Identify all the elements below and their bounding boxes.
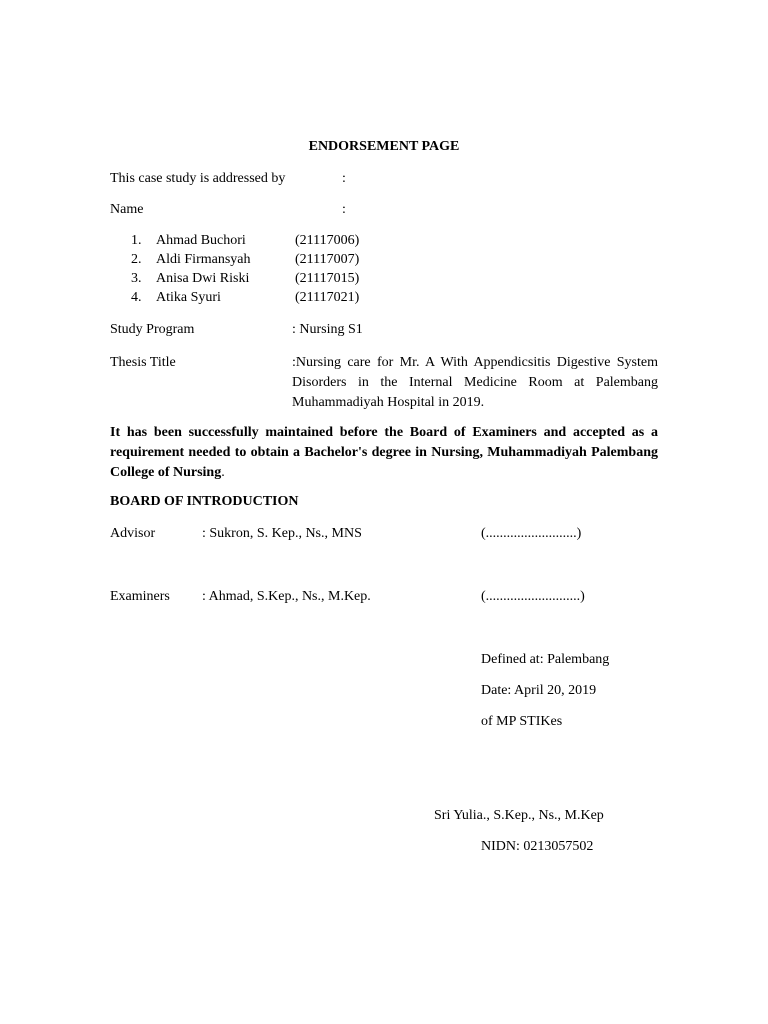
list-item-number: 4.	[131, 290, 142, 305]
advisor-signature: (..........................)	[481, 526, 582, 541]
student-name: Ahmad Buchori	[156, 233, 246, 248]
defined-place: Defined at: Palembang	[481, 652, 610, 667]
thesis-title-label: Thesis Title	[110, 355, 176, 370]
list-item-number: 2.	[131, 252, 142, 267]
student-id: (21117021)	[295, 290, 360, 305]
advisor-label: Advisor	[110, 526, 156, 541]
list-item-number: 3.	[131, 271, 142, 286]
thesis-title-value: :Nursing care for Mr. A With Appendicsitis Digestive System Disorders in the Internal Medicine Room at Palembang Muhammadiyah Hospital in 2019.	[292, 355, 658, 410]
examiners-label: Examiners	[110, 589, 170, 604]
student-id: (21117006)	[295, 233, 360, 248]
addressed-label: This case study is addressed by	[110, 171, 286, 186]
name-colon: :	[342, 202, 346, 217]
student-name: Atika Syuri	[156, 290, 221, 305]
signer-nidn: NIDN: 0213057502	[481, 839, 594, 854]
addressed-colon: :	[342, 171, 346, 186]
statement-end: .	[221, 465, 225, 480]
study-program-label: Study Program	[110, 322, 195, 337]
statement-text: It has been successfully maintained before the Board of Examiners and accepted as a requirement needed to obtain a Bachelor's degree in Nursing, Muhammadiyah Palembang College of Nursing	[110, 425, 658, 480]
student-id: (21117015)	[295, 271, 360, 286]
examiners-value: : Ahmad, S.Kep., Ns., M.Kep.	[202, 589, 371, 604]
list-item-number: 1.	[131, 233, 142, 248]
page-title: ENDORSEMENT PAGE	[308, 139, 460, 154]
defined-org: of MP STIKes	[481, 714, 563, 729]
student-name: Aldi Firmansyah	[156, 252, 251, 267]
board-heading: BOARD OF INTRODUCTION	[110, 494, 299, 509]
statement-paragraph	[110, 423, 658, 483]
defined-date: Date: April 20, 2019	[481, 683, 597, 698]
study-program-value: : Nursing S1	[292, 322, 363, 337]
examiners-signature: (...........................)	[481, 589, 585, 604]
name-label: Name	[110, 202, 144, 217]
advisor-value: : Sukron, S. Kep., Ns., MNS	[202, 526, 362, 541]
student-id: (21117007)	[295, 252, 360, 267]
student-name: Anisa Dwi Riski	[156, 271, 250, 286]
signer-name: Sri Yulia., S.Kep., Ns., M.Kep	[434, 808, 604, 823]
